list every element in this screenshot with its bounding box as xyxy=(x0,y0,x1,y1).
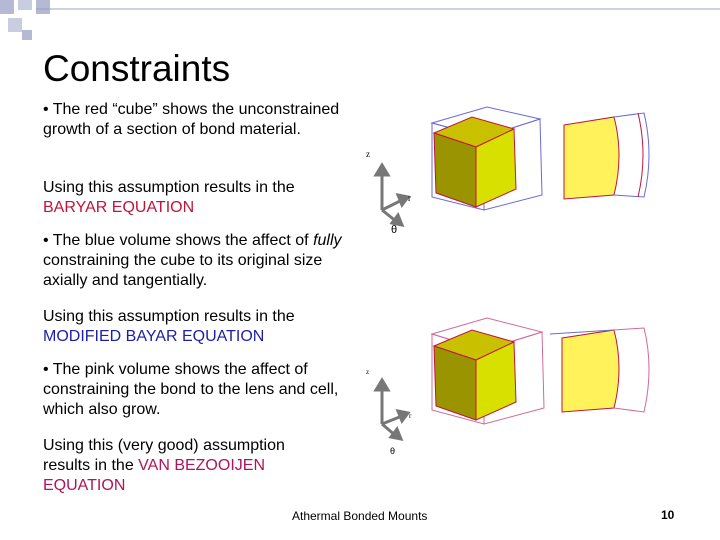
axis-arrowhead xyxy=(376,165,388,175)
side-view-outline xyxy=(638,113,643,197)
bullet-blue-volume xyxy=(43,231,343,291)
corner-square xyxy=(36,0,50,14)
paragraph-text: Using this (very good) assumption results in the xyxy=(43,437,285,474)
corner-square xyxy=(8,18,22,32)
axis-gizmo xyxy=(376,165,408,225)
modified-bayar-equation-label: MODIFIED BAYAR EQUATION xyxy=(43,328,265,345)
corner-square xyxy=(22,30,32,40)
side-view xyxy=(564,113,649,199)
axis-label-r: r xyxy=(408,193,411,203)
red-cube xyxy=(434,117,516,207)
paragraph-text: • The blue volume shows the affect of xyxy=(43,232,314,249)
paragraph-modified-bayar xyxy=(43,307,343,347)
axis-gizmo xyxy=(376,380,408,439)
side-view-fill xyxy=(564,117,619,199)
page-number: 10 xyxy=(661,508,675,522)
axis-label-z: z xyxy=(366,149,370,159)
axis-arrowhead xyxy=(391,429,401,439)
paragraph-text: constraining the cube to its original size axially and tangentially. xyxy=(43,252,323,289)
red-cube xyxy=(434,330,516,420)
paragraph-text: Using this assumption results in the xyxy=(43,179,295,196)
axis-label-theta: θ xyxy=(390,446,396,456)
slide-title: Constraints xyxy=(43,48,231,89)
axis-arrowhead xyxy=(376,380,388,390)
paragraph-baryar xyxy=(43,178,343,218)
axis-arrowhead xyxy=(398,411,408,421)
axis-label-r: r xyxy=(409,412,412,420)
corner-square xyxy=(18,0,32,10)
paragraph-van-bezooijen xyxy=(43,436,328,496)
side-view xyxy=(550,328,649,412)
cube-figure-bottom xyxy=(352,306,672,456)
bullet-red-cube: • The red “cube” shows the unconstrained growth of a section of bond material. xyxy=(43,101,340,138)
emphasis-text: fully xyxy=(313,232,342,249)
bullet-pink-volume: • The pink volume shows the affect of constraining the bond to the lens and cell, which also grow. xyxy=(43,361,339,418)
axis-label-theta: θ xyxy=(391,224,398,236)
side-view-fill xyxy=(562,330,619,412)
axis-arrowhead xyxy=(398,195,408,205)
van-bezooijen-equation-label: VAN BEZOOIJEN EQUATION xyxy=(43,457,265,494)
slide-footer: Athermal Bonded Mounts xyxy=(292,509,428,523)
cube-figure-top xyxy=(352,95,672,245)
baryar-equation-label: BARYAR EQUATION xyxy=(43,199,195,216)
corner-square xyxy=(0,0,14,14)
paragraph-text: Using this assumption results in the xyxy=(43,308,295,325)
axis-label-z: z xyxy=(366,368,370,376)
